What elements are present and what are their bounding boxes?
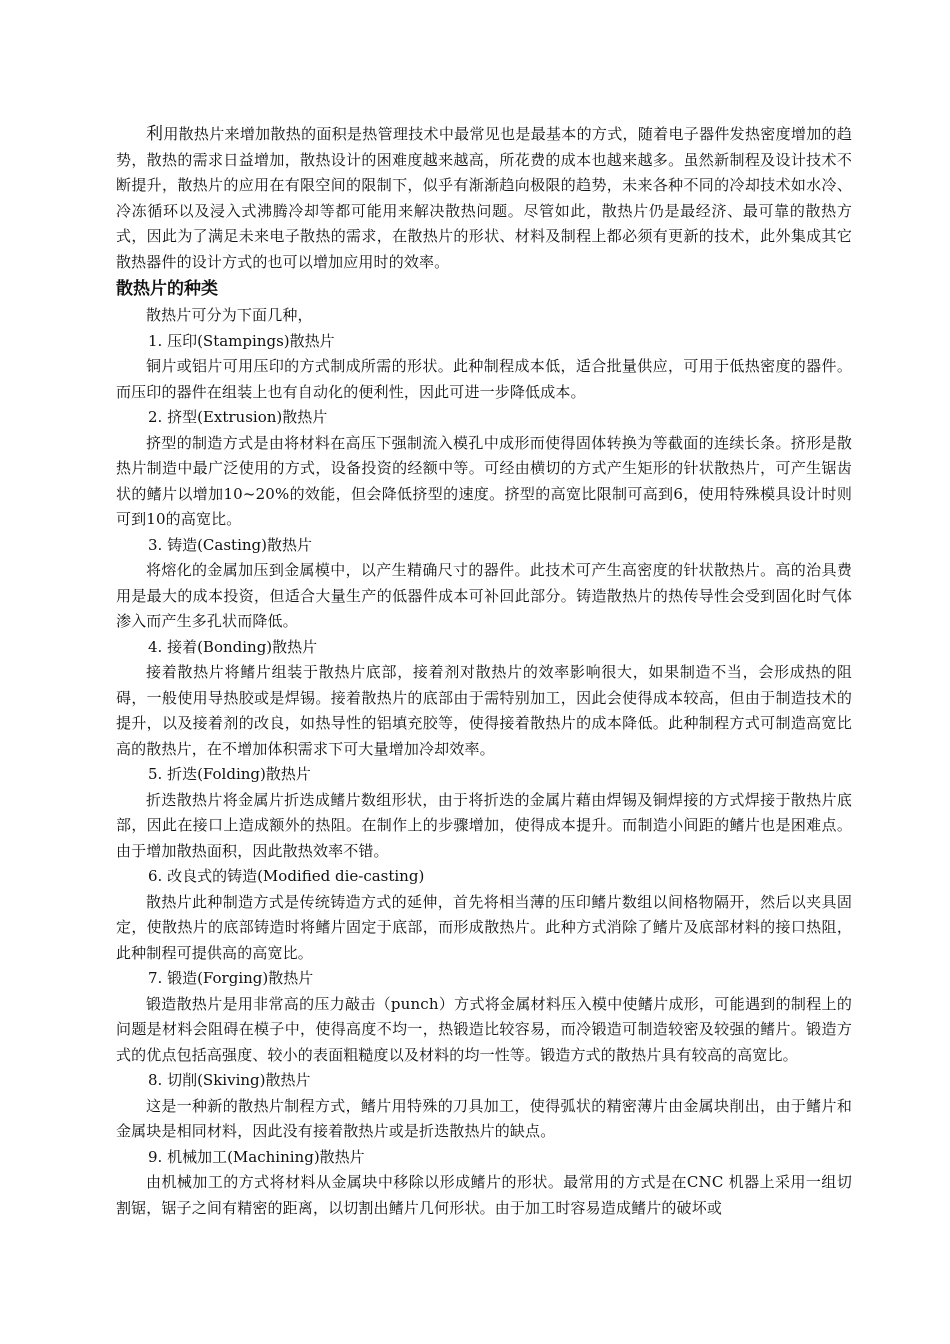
item-title: 2. 挤型(Extrusion)散热片 (148, 408, 328, 426)
item-body: 挤型的制造方式是由将材料在高压下强制流入模孔中成形而使得固体转换为等截面的连续长条。挤形是散热片制造中最广泛使用的方式，设备投资的经额中等。可经由横切的方式产生矩形的针状散热片，可产生锯齿状的鳍片以增加10~20%的效能，但会降低挤型的速度。挤型的高宽比限制可高到6，使用特殊模具设计时则可到10的高宽比。 (116, 433, 852, 528)
section-heading: 散热片的种类 (116, 279, 218, 299)
item-title: 9. 机械加工(Machining)散热片 (148, 1147, 365, 1166)
item-title: 5. 折迭(Folding)散热片 (148, 765, 311, 783)
item-body: 铜片或铝片可用压印的方式制成所需的形状。此种制程成本低，适合批量供应，可用于低热密度的器件。而压印的器件在组装上也有自动化的便利性，因此可进一步降低成本。 (116, 357, 852, 401)
item-title: 3. 铸造(Casting)散热片 (148, 535, 312, 554)
item-body: 由机械加工的方式将材料从金属块中移除以形成鳍片的形状。最常用的方式是在CNC 机器上采用一组切割锯，锯子之间有精密的距离，以切割出鳍片几何形状。由于加工时容易造成鳍片的破坏或 (116, 1173, 852, 1217)
item-title: 7. 锻造(Forging)散热片 (148, 969, 314, 987)
item-body: 将熔化的金属加压到金属模中，以产生精确尺寸的器件。此技术可产生高密度的针状散热片。高的治具费用是最大的成本投资，但适合大量生产的低器件成本可补回此部分。铸造散热片的热传导性会受到固化时气体渗入而产生多孔状而降低。 (116, 561, 852, 630)
section-lead: 散热片可分为下面几种， (146, 306, 313, 324)
intro-paragraph (116, 122, 852, 275)
item-title: 8. 切削(Skiving)散热片 (148, 1071, 311, 1089)
intro-first-char: 利 (146, 124, 164, 144)
document-page (116, 122, 852, 1221)
item-body: 锻造散热片是用非常高的压力敲击（punch）方式将金属材料压入模中使鳍片成形，可能遇到的制程上的问题是材料会阻碍在模子中，使得高度不均一，热锻造比较容易，而冷锻造可制造较密及较强的鳍片。锻造方式的优点包括高强度、较小的表面粗糙度以及材料的均一性等。锻造方式的散热片具有较高的高宽比。 (116, 994, 852, 1064)
item-body: 折迭散热片将金属片折迭成鳍片数组形状，由于将折迭的金属片藉由焊锡及铜焊接的方式焊接于散热片底部，因此在接口上造成额外的热阻。在制作上的步骤增加，使得成本提升。而制造小间距的鳍片也是困难点。由于增加散热面积，因此散热效率不错。 (116, 790, 852, 860)
intro-text: 用散热片来增加散热的面积是热管理技术中最常见也是最基本的方式，随着电子器件发热密度增加的趋势，散热的需求日益增加，散热设计的困难度越来越高，所花费的成本也越来越多。虽然新制程及设计技术不断提升，散热片的应用在有限空间的限制下，似乎有渐渐趋向极限的趋势，未来各种不同的冷却技术如水冷、冷冻循环以及浸入式沸腾冷却等都可能用来解决散热问题。尽管如此，散热片仍是最经济、最可靠的散热方式，因此为了满足未来电子散热的需求，在散热片的形状、材料及制程上都必须有更新的技术，此外集成其它散热器件的设计方式的也可以增加应用时的效率。 (116, 125, 852, 271)
item-title: 1. 压印(Stampings)散热片 (148, 331, 335, 350)
item-title: 4. 接着(Bonding)散热片 (148, 637, 318, 656)
item-body: 接着散热片将鳍片组装于散热片底部，接着剂对散热片的效率影响很大，如果制造不当，会形成热的阻碍，一般使用导热胶或是焊锡。接着散热片的底部由于需特别加工，因此会使得成本较高，但由于制造技术的提升，以及接着剂的改良，如热导性的铝填充胶等，使得接着散热片的成本降低。此种制程方式可制造高宽比高的散热片，在不增加体积需求下可大量增加冷却效率。 (116, 663, 852, 758)
item-body: 这是一种新的散热片制程方式，鳍片用特殊的刀具加工，使得弧状的精密薄片由金属块削出，由于鳍片和金属块是相同材料，因此没有接着散热片或是折迭散热片的缺点。 (116, 1096, 852, 1140)
item-title: 6. 改良式的铸造(Modified die-casting) (148, 867, 425, 885)
item-body: 散热片此种制造方式是传统铸造方式的延伸，首先将相当薄的压印鳍片数组以间格物隔开，然后以夹具固定，使散热片的底部铸造时将鳍片固定于底部，而形成散热片。此种方式消除了鳍片及底部材料的接口热阻，此种制程可提供高的高宽比。 (116, 892, 852, 962)
